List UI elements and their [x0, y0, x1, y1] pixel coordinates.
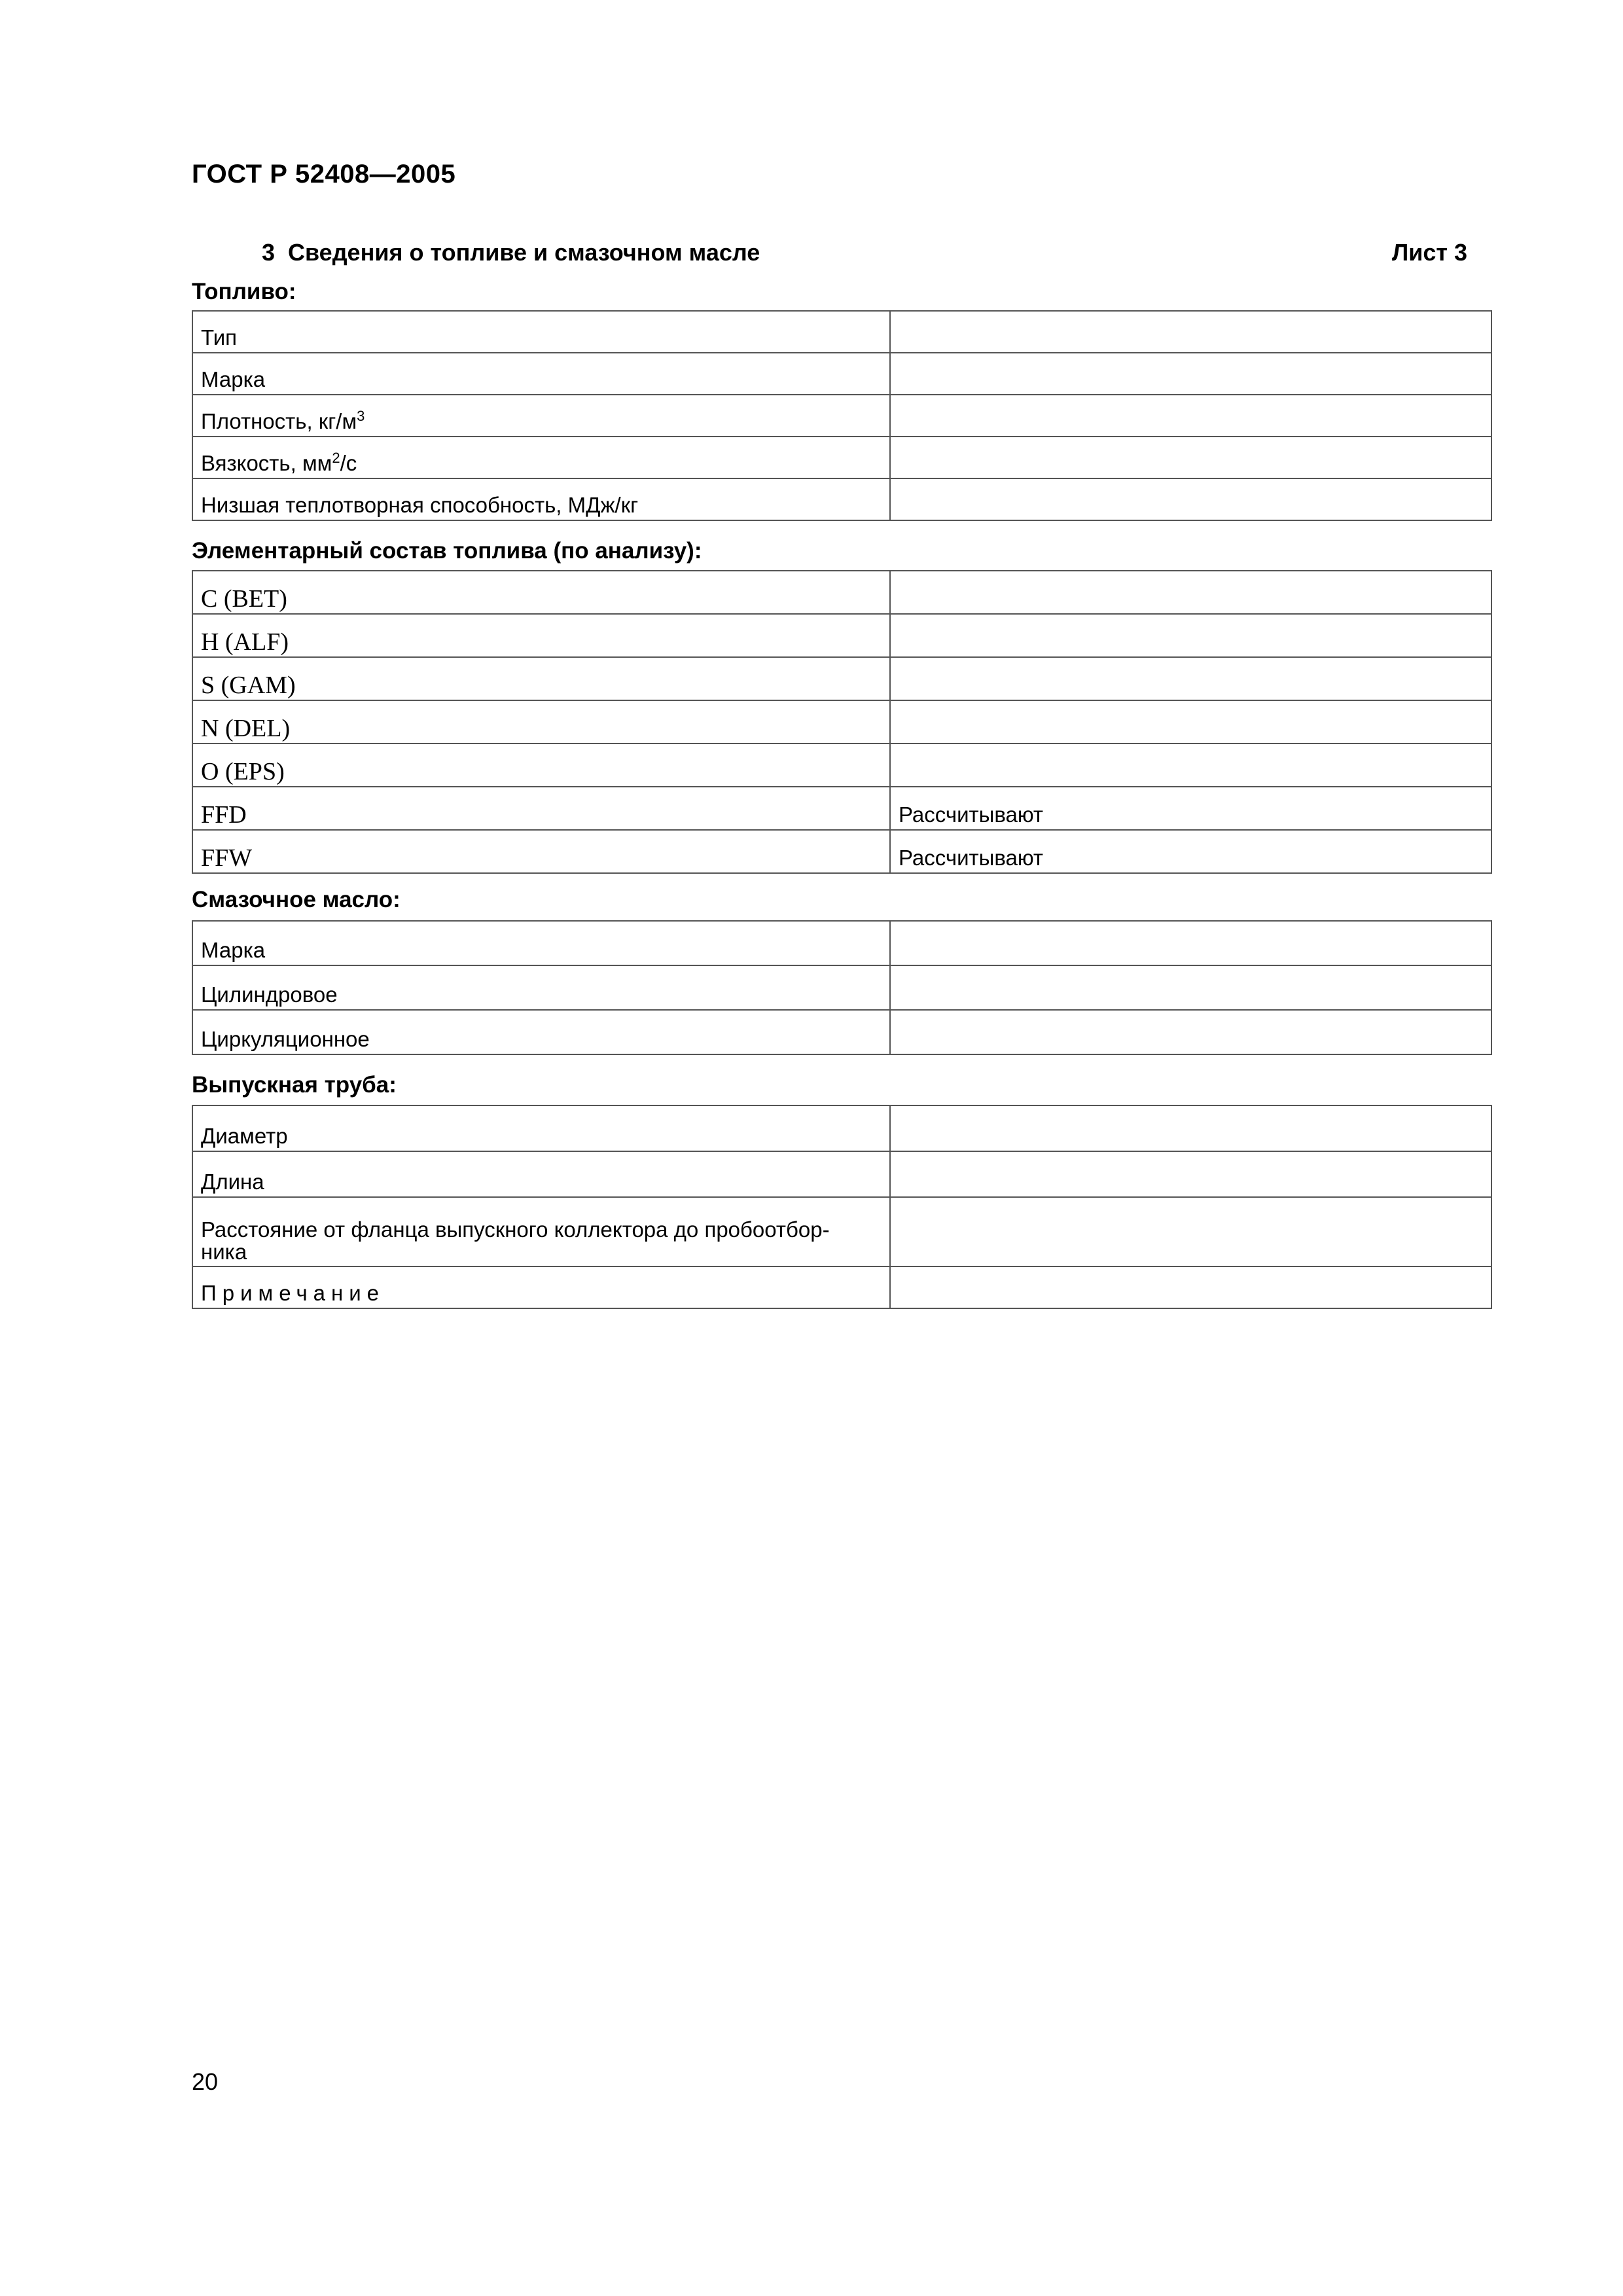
table-row — [192, 1010, 1491, 1054]
table-row — [192, 395, 1491, 437]
table-row — [192, 478, 1491, 520]
lube-grade-label: Марка — [192, 921, 890, 965]
table-row — [192, 1151, 1491, 1197]
note-value[interactable] — [890, 1266, 1491, 1308]
composition-value: Рассчитывают — [890, 787, 1491, 830]
lube-table — [192, 920, 1492, 1055]
table-row — [192, 657, 1491, 700]
fuel-density-label: Плотность, $кг/м^3$ — [192, 395, 890, 437]
lube-heading: Смазочное масло: — [192, 887, 401, 912]
lube-grade-value[interactable] — [890, 921, 1491, 965]
table-row — [192, 700, 1491, 744]
composition-label: N (DEL) — [192, 700, 890, 744]
table-row — [192, 571, 1491, 614]
fuel-grade-value[interactable] — [890, 353, 1491, 395]
fuel-type-label: Тип — [192, 311, 890, 353]
table-row — [192, 1266, 1491, 1308]
exhaust-table — [192, 1105, 1492, 1309]
document-id: ГОСТ Р 52408—2005 — [192, 160, 456, 188]
composition-label: FFW — [192, 830, 890, 873]
lube-cylinder-value[interactable] — [890, 965, 1491, 1010]
composition-label: O (EPS) — [192, 744, 890, 787]
table-row — [192, 311, 1491, 353]
fuel-table — [192, 310, 1492, 521]
exhaust-distance-value[interactable] — [890, 1197, 1491, 1266]
composition-label: C (BET) — [192, 571, 890, 614]
composition-value: Рассчитывают — [890, 830, 1491, 873]
table-row — [192, 787, 1491, 830]
fuel-heading: Топливо: — [192, 279, 296, 304]
table-row — [192, 921, 1491, 965]
lube-cylinder-label: Цилиндровое — [192, 965, 890, 1010]
composition-label: H (ALF) — [192, 614, 890, 657]
table-row — [192, 830, 1491, 873]
fuel-viscosity-value[interactable] — [890, 437, 1491, 478]
lube-circulating-label: Циркуляционное — [192, 1010, 890, 1054]
composition-table — [192, 570, 1492, 874]
fuel-heating-value-label: Низшая теплотворная способность, МДж/кг — [192, 478, 890, 520]
fuel-type-value[interactable] — [890, 311, 1491, 353]
fuel-density-value[interactable] — [890, 395, 1491, 437]
table-row — [192, 1105, 1491, 1151]
table-row — [192, 437, 1491, 478]
exhaust-length-value[interactable] — [890, 1151, 1491, 1197]
table-row — [192, 1197, 1491, 1266]
sheet-label: Лист 3 — [1392, 239, 1468, 266]
exhaust-length-label: Длина — [192, 1151, 890, 1197]
note-label: Примечание — [192, 1266, 890, 1308]
table-row — [192, 353, 1491, 395]
exhaust-heading: Выпускная труба: — [192, 1072, 397, 1098]
exhaust-diameter-value[interactable] — [890, 1105, 1491, 1151]
table-row — [192, 744, 1491, 787]
composition-label: S (GAM) — [192, 657, 890, 700]
fuel-heating-value-value[interactable] — [890, 478, 1491, 520]
page-number: 20 — [192, 2068, 219, 2095]
composition-heading: Элементарный состав топлива (по анализу): — [192, 538, 702, 564]
fuel-viscosity-label: Вязкость, $мм^2/с$ — [192, 437, 890, 478]
table-row — [192, 614, 1491, 657]
composition-label: FFD — [192, 787, 890, 830]
table-row — [192, 965, 1491, 1010]
composition-value[interactable] — [890, 700, 1491, 744]
section-title: 3 Сведения о топливе и смазочном масле — [262, 239, 760, 266]
composition-value[interactable] — [890, 571, 1491, 614]
lube-circulating-value[interactable] — [890, 1010, 1491, 1054]
composition-value[interactable] — [890, 744, 1491, 787]
composition-value[interactable] — [890, 614, 1491, 657]
exhaust-distance-label: Расстояние от фланца выпускного коллектора до пробоотбор- ника — [192, 1197, 890, 1266]
fuel-grade-label: Марка — [192, 353, 890, 395]
composition-value[interactable] — [890, 657, 1491, 700]
exhaust-diameter-label: Диаметр — [192, 1105, 890, 1151]
